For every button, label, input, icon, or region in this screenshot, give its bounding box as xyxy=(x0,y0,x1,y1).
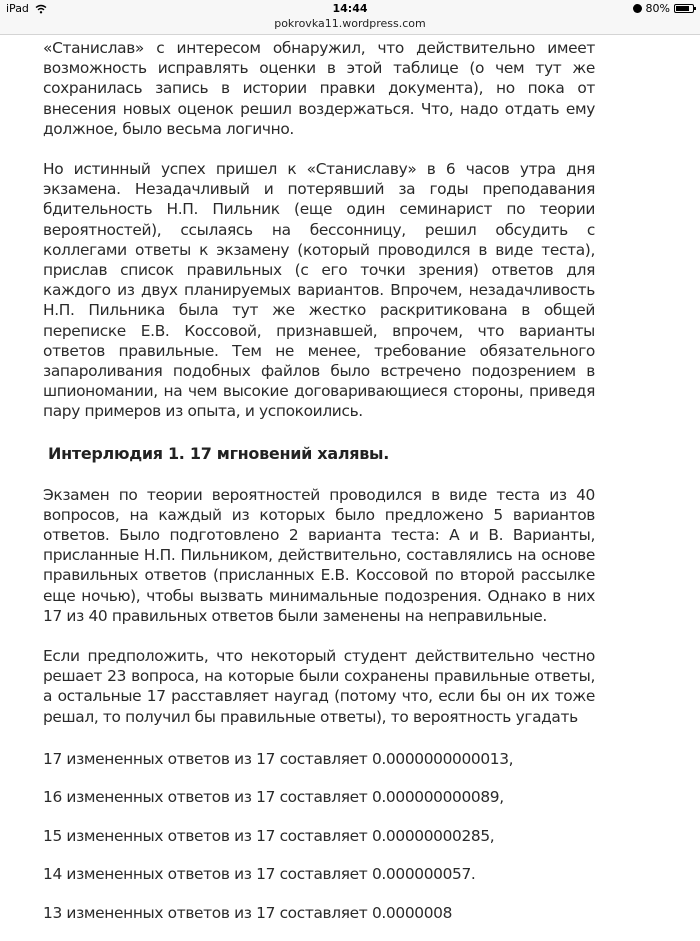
status-bar xyxy=(0,0,700,35)
probability-line: 17 измененных ответов из 17 составляет 0.0000000000013, xyxy=(43,749,514,768)
address-bar[interactable]: pokrovka11.wordpress.com xyxy=(274,17,426,30)
status-right xyxy=(633,2,694,15)
paragraph: Если предположить, что некоторый студент действительно честно решает 23 вопроса, на которые были сохранены правильные ответы, а остальные 17 расставляет наугад (потому что, если бы он их тоже решал, то получил бы правильные ответы), то вероятность угадать xyxy=(43,647,595,726)
probability-line: 14 измененных ответов из 17 составляет 0.000000057. xyxy=(43,865,476,884)
probability-line: 16 измененных ответов из 17 составляет 0.000000000089, xyxy=(43,788,504,807)
battery-level xyxy=(676,6,689,11)
alarm-icon xyxy=(633,4,642,13)
clock: 14:44 xyxy=(332,2,368,15)
probability-line: 15 измененных ответов из 17 составляет 0.00000000285, xyxy=(43,826,495,845)
paragraph: Экзамен по теории вероятностей проводился в виде теста из 40 вопросов, на каждый из которых было предложено 5 вариантов ответов. Было подготовлено 2 варианта теста: А и В. Варианты, присланные Н.П. Пильником, действительно, составлялись на основе правильных ответов (присланных Е.В. Коссовой по второй рассылке еще ночью), чтобы вызвать минимальные подозрения. Однако в них 17 из 40 правильных ответов были заменены на неправильные. xyxy=(43,485,595,625)
device-name: iPad xyxy=(6,2,29,15)
section-heading: Интерлюдия 1. 17 мгновений халявы. xyxy=(48,443,389,463)
probability-line: 13 измененных ответов из 17 составляет 0.0000008 xyxy=(43,903,453,922)
battery-icon xyxy=(674,4,694,13)
paragraph: «Станислав» с интересом обнаружил, что действительно имеет возможность исправлять оценки в этой таблице (о чем тут же сохранилась запись в истории правки документа), но пока от внесения новых оценок решил воздержаться. Что, надо отдать ему должное, было весьма логично. xyxy=(43,39,595,138)
paragraph: Но истинный успех пришел к «Станиславу» в 6 часов утра дня экзамена. Незадачливый и потерявший за годы преподавания бдительность Н.П. Пильник (еще один семинарист по теории вероятностей), ссылаясь на бессонницу, решил обсудить с коллегами ответы к экзамену (который проводился в виде теста), прислав список правильных (с его точки зрения) ответов для каждого из двух планируемых вариантов. Впрочем, незадачливость Н.П. Пильника была тут же жестко раскритикована в общей переписке Е.В. Коссовой, признавшей, впрочем, что варианты ответов правильные. Тем не менее, требование обязательного запароливания подобных файлов было встречено подозрением в шпиономании, на чем высокие договаривающиеся стороны, приведя пару примеров из опыта, и успокоились. xyxy=(43,160,595,421)
battery-percent: 80% xyxy=(645,2,670,15)
article-body xyxy=(43,38,595,941)
